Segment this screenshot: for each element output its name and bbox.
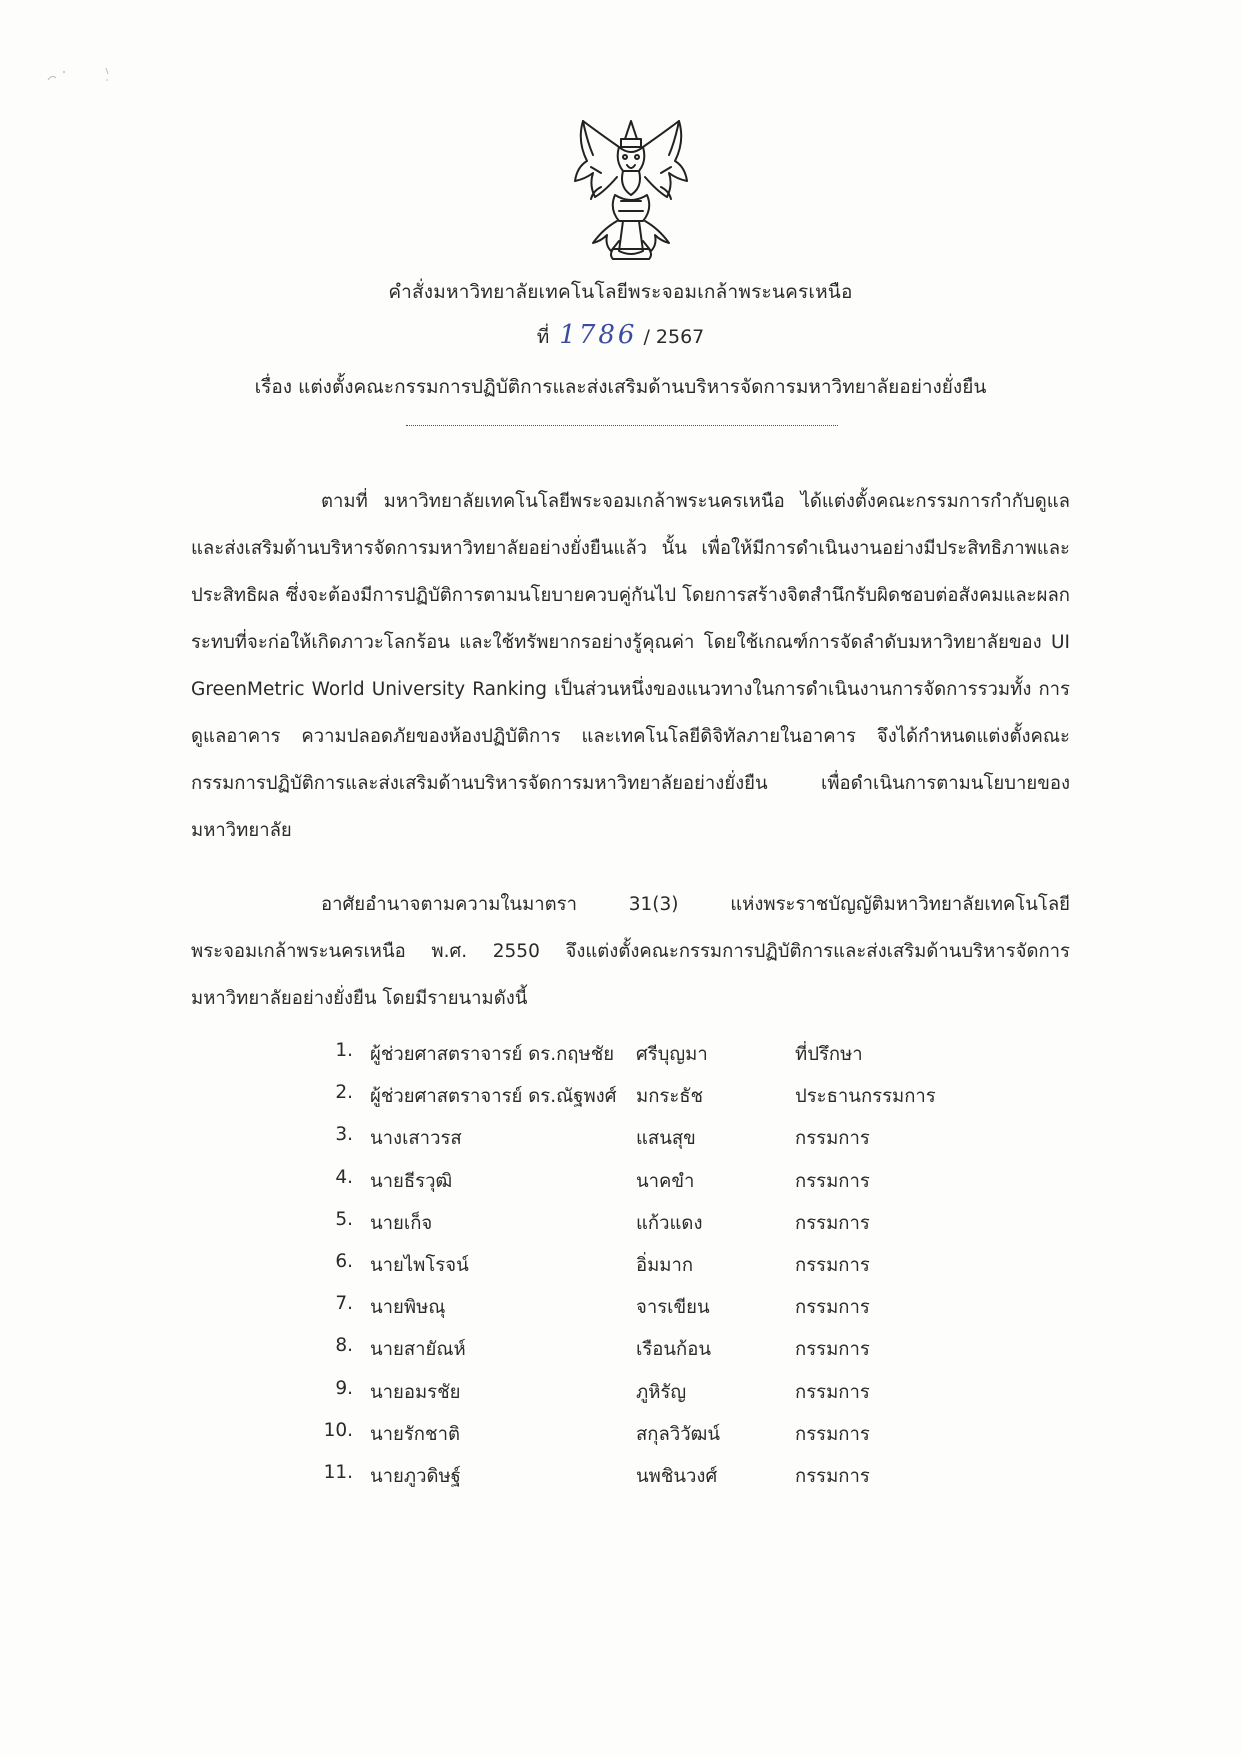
member-row xyxy=(0,1209,1241,1249)
member-role: กรรมการ xyxy=(795,1466,870,1487)
body-paragraph-1: ตามที่ มหาวิทยาลัยเทคโนโลยีพระจอมเกล้าพระนครเหนือ ได้แต่งตั้งคณะกรรมการกำกับดูแลและส่งเสริมด้านบริหารจัดการมหาวิทยาลัยอย่างยั่งยืนแล้ว นั้น เพื่อให้มีการดำเนินงานอย่างมีประสิทธิภาพและประสิทธิผล ซึ่งจะต้องมีการปฏิบัติการตามนโยบายควบคู่กันไป โดยการสร้างจิตสำนึกรับผิดชอบต่อสังคมและผลกระทบที่จะก่อให้เกิดภาวะโลกร้อน และใช้ทรัพยากรอย่างรู้คุณค่า โดยใช้เกณฑ์การจัดลำดับมหาวิทยาลัยของ UI GreenMetric World University Ranking เป็นส่วนหนึ่งของแนวทางในการดำเนินงานการจัดการรวมทั้ง การดูแลอาคาร ความปลอดภัยของห้องปฏิบัติการ และเทคโนโลยีดิจิทัลภายในอาคาร จึงได้กำหนดแต่งตั้งคณะกรรมการปฏิบัติการและส่งเสริมด้านบริหารจัดการมหาวิทยาลัยอย่างยั่งยืน เพื่อดำเนินการตามนโยบายของมหาวิทยาลัย xyxy=(191,491,1070,841)
member-name: นางเสาวรส xyxy=(370,1128,462,1150)
member-number: 6. xyxy=(335,1251,353,1272)
member-surname: มกระธัช xyxy=(636,1086,704,1108)
member-row xyxy=(0,1293,1241,1333)
member-role: กรรมการ xyxy=(795,1170,870,1192)
member-row xyxy=(0,1462,1241,1502)
member-surname: ภูหิรัญ xyxy=(636,1381,687,1403)
member-role: ประธานกรรมการ xyxy=(795,1086,936,1108)
member-name: ผู้ช่วยศาสตราจารย์ ดร.กฤษชัย xyxy=(370,1044,615,1065)
member-surname: ศรีบุญมา xyxy=(636,1044,708,1065)
member-surname: แก้วแดง xyxy=(636,1212,703,1234)
document-title: คำสั่งมหาวิทยาลัยเทคโนโลยีพระจอมเกล้าพระนครเหนือ xyxy=(388,281,853,303)
member-row xyxy=(0,1335,1241,1375)
member-number: 1. xyxy=(335,1040,353,1061)
member-row xyxy=(0,1040,1241,1080)
member-number: 3. xyxy=(335,1124,353,1146)
member-name: นายภูวดิษฐ์ xyxy=(370,1466,461,1487)
order-year: / 2567 xyxy=(643,326,705,348)
member-row xyxy=(0,1124,1241,1164)
member-name: นายไพโรจน์ xyxy=(370,1255,469,1276)
body-paragraph-2: อาศัยอำนาจตามความในมาตรา 31(3) แห่งพระราชบัญญัติมหาวิทยาลัยเทคโนโลยีพระจอมเกล้าพระนครเหนือ พ.ศ. 2550 จึงแต่งตั้งคณะกรรมการปฏิบัติการและส่งเสริมด้านบริหารจัดการมหาวิทยาลัยอย่างยั่งยืน โดยมีรายนามดังนี้ xyxy=(191,894,1070,1009)
member-name: นายอมรชัย xyxy=(370,1381,461,1403)
member-role: กรรมการ xyxy=(795,1381,870,1403)
order-number-line xyxy=(0,320,1241,352)
member-surname: นาคขำ xyxy=(636,1170,695,1192)
member-number: 11. xyxy=(323,1462,353,1483)
member-surname: เรือนก้อน xyxy=(636,1339,711,1361)
member-name: นายสายัณห์ xyxy=(370,1339,466,1361)
member-number: 2. xyxy=(335,1082,353,1104)
member-number: 8. xyxy=(335,1335,353,1357)
member-surname: แสนสุข xyxy=(636,1128,696,1150)
member-number: 5. xyxy=(335,1208,353,1230)
member-role: กรรมการ xyxy=(795,1339,870,1361)
member-name: นายเก็จ xyxy=(370,1212,433,1234)
member-name: นายธีรวุฒิ xyxy=(370,1170,453,1192)
member-role: กรรมการ xyxy=(795,1423,870,1445)
member-role: กรรมการ xyxy=(795,1255,870,1276)
member-number: 10. xyxy=(323,1419,353,1441)
document-subject: เรื่อง แต่งตั้งคณะกรรมการปฏิบัติการและส่งเสริมด้านบริหารจัดการมหาวิทยาลัยอย่างยั่งยืน xyxy=(254,376,987,398)
member-surname: สกุลวิวัฒน์ xyxy=(636,1423,720,1445)
member-row xyxy=(0,1082,1241,1122)
dotted-divider xyxy=(406,425,838,426)
order-prefix: ที่ xyxy=(536,326,550,348)
member-surname: จารเขียน xyxy=(636,1297,710,1319)
member-name: นายรักชาติ xyxy=(370,1423,460,1445)
member-surname: นพชินวงศ์ xyxy=(636,1466,718,1487)
member-row xyxy=(0,1167,1241,1207)
scan-specks xyxy=(44,60,124,90)
member-number: 4. xyxy=(335,1166,353,1188)
member-row xyxy=(0,1420,1241,1460)
member-role: กรรมการ xyxy=(795,1297,870,1319)
member-row xyxy=(0,1251,1241,1291)
member-name: ผู้ช่วยศาสตราจารย์ ดร.ณัฐพงศ์ xyxy=(370,1086,617,1108)
garuda-emblem-icon xyxy=(561,117,701,263)
member-number: 9. xyxy=(335,1377,353,1399)
order-number-handwritten: 1786 xyxy=(559,320,638,350)
member-row xyxy=(0,1378,1241,1418)
member-name: นายพิษณุ xyxy=(370,1297,446,1319)
member-role: กรรมการ xyxy=(795,1128,870,1150)
member-role: กรรมการ xyxy=(795,1212,870,1234)
member-surname: อิ่มมาก xyxy=(636,1255,694,1276)
member-role: ที่ปรึกษา xyxy=(795,1044,863,1065)
member-number: 7. xyxy=(335,1293,353,1315)
